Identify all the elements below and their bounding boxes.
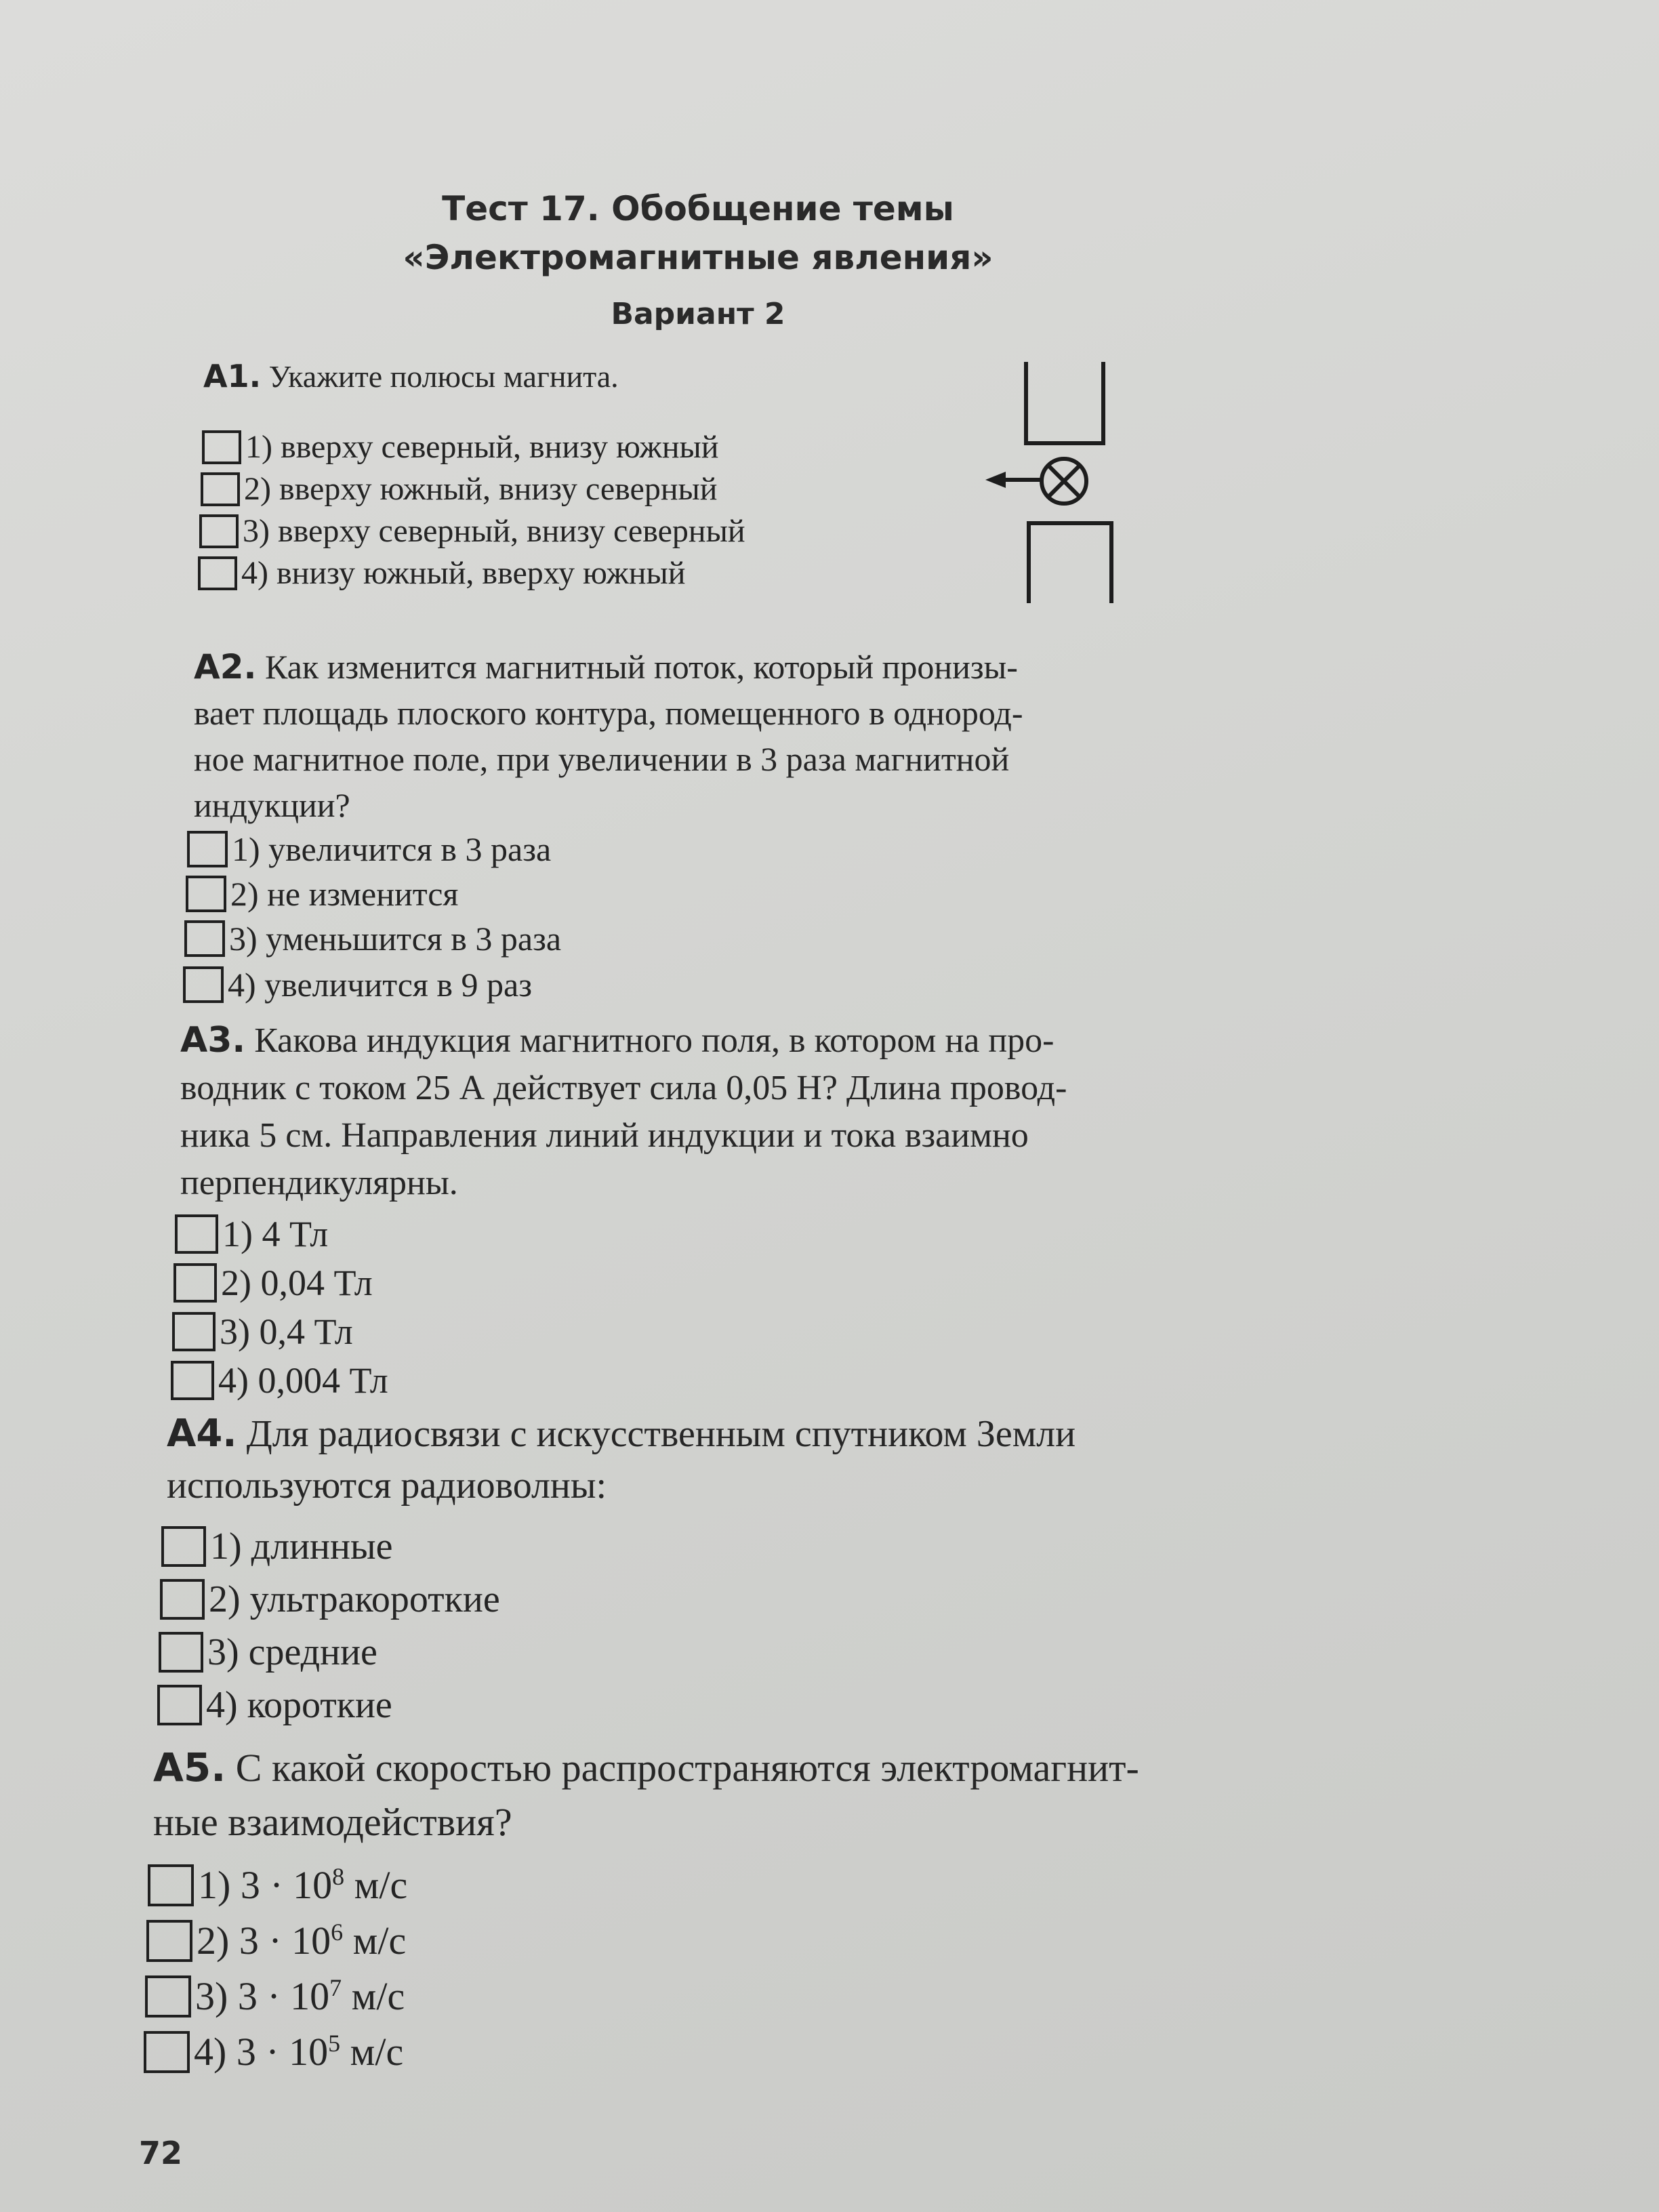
question-a3-line4: перпендикулярны. bbox=[180, 1164, 458, 1202]
magnet-diagram-icon bbox=[976, 359, 1152, 610]
a2-option-1-label: 1) увеличится в 3 раза bbox=[232, 830, 552, 868]
a5-option-1-label: 1) $3 \cdot 10^8$ м/с bbox=[198, 1863, 408, 1907]
question-a1-label: А1. bbox=[203, 358, 262, 394]
test-title-line2: «Электромагнитные явления» bbox=[403, 238, 994, 277]
a4-option-2-label: 2) ультракороткие bbox=[209, 1578, 500, 1620]
answer-checkbox[interactable] bbox=[145, 1975, 191, 2018]
question-a5-label: А5. bbox=[153, 1744, 226, 1790]
a5-option-1[interactable] bbox=[148, 1862, 407, 1908]
a3-option-4[interactable] bbox=[171, 1359, 388, 1401]
answer-checkbox[interactable] bbox=[148, 1864, 194, 1906]
a2-option-2-label: 2) не изменится bbox=[230, 875, 459, 913]
a4-option-3-label: 3) средние bbox=[207, 1631, 377, 1673]
answer-checkbox[interactable] bbox=[144, 2031, 190, 2073]
question-a3-line2: водник с током 25 А действует сила 0,05 Н? Длина провод- bbox=[180, 1069, 1067, 1107]
arrow-left-icon bbox=[985, 472, 1041, 488]
question-a1-text bbox=[203, 358, 619, 394]
a1-option-4-label: 4) внизу южный, вверху южный bbox=[241, 555, 686, 591]
question-a3-label: А3. bbox=[180, 1020, 246, 1061]
a1-option-2-label: 2) вверху южный, внизу северный bbox=[244, 471, 718, 507]
a4-option-2[interactable] bbox=[160, 1578, 500, 1621]
magnet-top-pole-icon bbox=[1026, 362, 1103, 443]
a5-option-2[interactable] bbox=[146, 1918, 406, 1963]
question-a2-text bbox=[194, 644, 1023, 828]
a4-option-4-label: 4) короткие bbox=[206, 1684, 392, 1726]
a1-option-3-label: 3) вверху северный, внизу северный bbox=[243, 513, 745, 549]
question-a4-line2: используются радиоволны: bbox=[167, 1465, 607, 1507]
a2-option-3[interactable] bbox=[184, 919, 561, 958]
answer-checkbox[interactable] bbox=[199, 514, 239, 548]
a5-option-3[interactable] bbox=[145, 1973, 405, 2019]
question-a5-text bbox=[153, 1740, 1139, 1849]
a3-option-1-label: 1) 4 Тл bbox=[222, 1214, 329, 1254]
a2-option-4-label: 4) увеличится в 9 раз bbox=[228, 966, 532, 1004]
question-a4-text bbox=[167, 1408, 1076, 1511]
answer-checkbox[interactable] bbox=[173, 1263, 217, 1303]
answer-checkbox[interactable] bbox=[184, 920, 225, 957]
answer-checkbox[interactable] bbox=[160, 1579, 205, 1620]
a2-option-4[interactable] bbox=[183, 965, 532, 1004]
answer-checkbox[interactable] bbox=[157, 1685, 202, 1725]
a5-option-4-label: 4) $3 \cdot 10^5$ м/с bbox=[194, 2030, 404, 2074]
a2-option-1[interactable] bbox=[187, 830, 551, 869]
question-a2-line2: вает площадь плоского контура, помещенного в однород- bbox=[194, 694, 1023, 732]
question-a4-label: А4. bbox=[167, 1412, 237, 1456]
question-a2-line1: А2. Как изменится магнитный поток, который пронизы- bbox=[194, 647, 1018, 687]
question-a3-text bbox=[180, 1017, 1067, 1207]
answer-checkbox[interactable] bbox=[172, 1312, 216, 1351]
a5-option-3-label: 3) $3 \cdot 10^7$ м/с bbox=[195, 1974, 405, 2018]
answer-checkbox[interactable] bbox=[202, 430, 241, 464]
question-a2-label: А2. bbox=[194, 647, 257, 687]
a2-option-2[interactable] bbox=[186, 874, 458, 914]
answer-checkbox[interactable] bbox=[175, 1214, 218, 1254]
a3-option-3[interactable] bbox=[172, 1311, 353, 1353]
a3-option-2[interactable] bbox=[173, 1262, 373, 1304]
question-a2-line3: ное магнитное поле, при увеличении в 3 раза магнитной bbox=[194, 740, 1010, 778]
test-title-line1: Тест 17. Обобщение темы bbox=[442, 189, 954, 228]
a3-option-3-label: 3) 0,4 Тл bbox=[220, 1311, 353, 1352]
current-cross-icon bbox=[1042, 459, 1086, 504]
a4-option-1[interactable] bbox=[161, 1525, 392, 1568]
answer-checkbox[interactable] bbox=[183, 966, 224, 1003]
magnet-bottom-pole-icon bbox=[1029, 523, 1111, 603]
variant-label: Вариант 2 bbox=[611, 297, 785, 331]
a3-option-4-label: 4) 0,004 Тл bbox=[218, 1360, 388, 1401]
a2-option-3-label: 3) уменьшится в 3 раза bbox=[229, 920, 562, 958]
question-a2-line4: индукции? bbox=[194, 786, 350, 824]
question-a3-line3: ника 5 см. Направления линий индукции и тока взаимно bbox=[180, 1116, 1029, 1155]
question-a5-line2: ные взаимодействия? bbox=[153, 1800, 512, 1844]
answer-checkbox[interactable] bbox=[201, 472, 240, 506]
question-a1-line1: Укажите полюсы магнита. bbox=[268, 359, 619, 394]
answer-checkbox[interactable] bbox=[161, 1526, 206, 1567]
answer-checkbox[interactable] bbox=[187, 831, 228, 867]
a4-option-4[interactable] bbox=[157, 1683, 392, 1727]
a1-option-2[interactable] bbox=[201, 470, 717, 508]
a1-option-4[interactable] bbox=[198, 554, 685, 592]
a3-option-1[interactable] bbox=[175, 1213, 328, 1255]
a4-option-3[interactable] bbox=[159, 1631, 377, 1674]
answer-checkbox[interactable] bbox=[171, 1361, 214, 1400]
a1-option-3[interactable] bbox=[199, 512, 745, 550]
a4-option-1-label: 1) длинные bbox=[210, 1525, 393, 1568]
answer-checkbox[interactable] bbox=[198, 556, 237, 590]
a5-option-2-label: 2) $3 \cdot 10^6$ м/с bbox=[197, 1919, 407, 1963]
answer-checkbox[interactable] bbox=[146, 1920, 192, 1962]
page-number: 72 bbox=[139, 2135, 183, 2171]
answer-checkbox[interactable] bbox=[186, 876, 226, 912]
question-a5-line1: А5. С какой скоростью распространяются электромагнит- bbox=[153, 1744, 1139, 1790]
question-a3-line1: А3. Какова индукция магнитного поля, в котором на про- bbox=[180, 1020, 1054, 1061]
answer-checkbox[interactable] bbox=[159, 1632, 203, 1673]
a5-option-4[interactable] bbox=[144, 2029, 403, 2074]
a1-option-1-label: 1) вверху северный, внизу южный bbox=[245, 429, 719, 465]
question-a4-line1: А4. Для радиосвязи с искусственным спутником Земли bbox=[167, 1412, 1076, 1456]
a1-option-1[interactable] bbox=[202, 428, 718, 466]
a3-option-2-label: 2) 0,04 Тл bbox=[221, 1263, 373, 1303]
